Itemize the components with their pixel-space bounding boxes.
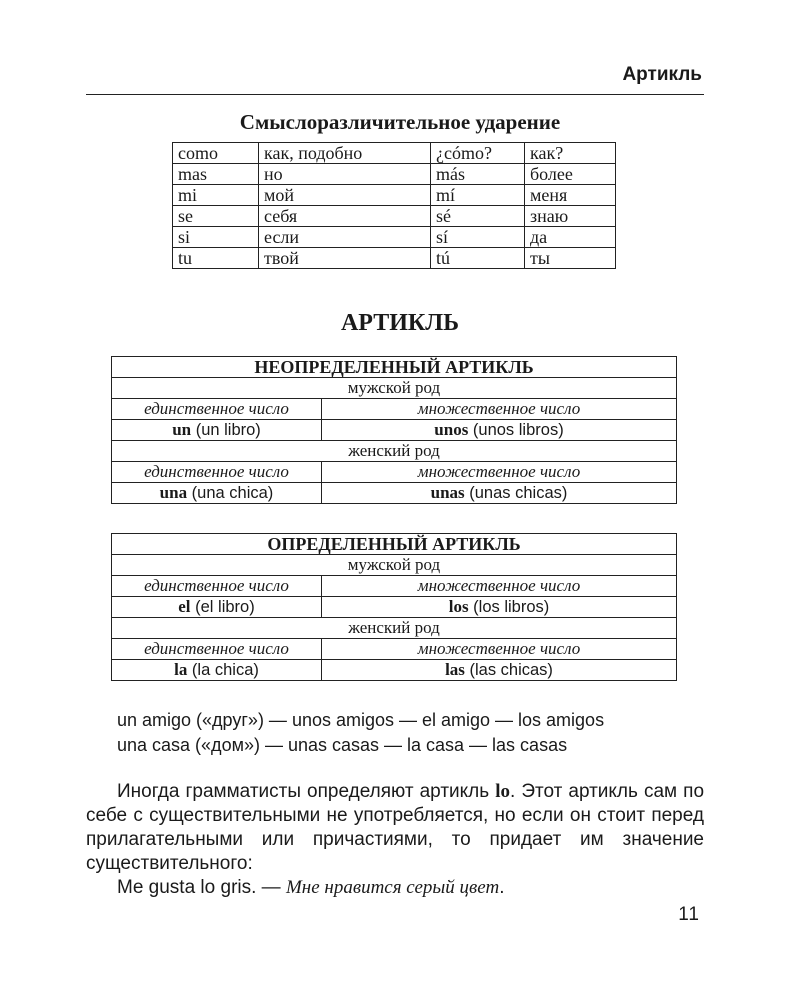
paragraph-rest: . Этот артикль сам по себе с существительными не употребляется, но если он стоит перед прилагательными или причастиями, то придает им значение существительного:: [86, 781, 705, 874]
article-word: unas: [430, 483, 465, 502]
russian-translation: Мне нравится серый цвет: [285, 877, 500, 898]
stress-table-cell: ¿cómo?: [431, 143, 525, 164]
stress-table-cell: как?: [525, 143, 616, 164]
definite-article-table: [111, 533, 677, 681]
stress-table-title: Смыслоразличительное ударение: [239, 110, 561, 134]
example-row: [112, 420, 677, 441]
singular-label: единственное число: [112, 639, 322, 660]
table-title: ОПРЕДЕЛЕННЫЙ АРТИКЛЬ: [112, 534, 677, 555]
example-text: (un libro): [191, 421, 261, 439]
example-text: (una chica): [187, 484, 274, 502]
stress-table-cell: меня: [525, 185, 616, 206]
article-word: un: [172, 420, 192, 439]
paragraph-start: Иногда грамматисты определяют артикль: [117, 781, 496, 802]
gender-row: [112, 378, 677, 399]
paragraph-text: [86, 780, 704, 876]
stress-table-cell: да: [525, 227, 616, 248]
stress-table-cell: знаю: [525, 206, 616, 227]
stress-table-cell: tu: [173, 248, 259, 269]
example-period: .: [499, 877, 505, 898]
example-row: [112, 483, 677, 504]
stress-table-cell: se: [173, 206, 259, 227]
example-text: (el libro): [190, 598, 255, 616]
stress-table-cell: если: [259, 227, 431, 248]
article-word: unos: [434, 420, 469, 439]
gender-label-feminine: женский род: [112, 618, 677, 639]
gender-row: [112, 441, 677, 462]
plural-label: множественное число: [322, 576, 677, 597]
table-title: НЕОПРЕДЕЛЕННЫЙ АРТИКЛЬ: [112, 357, 677, 378]
gender-row: [112, 555, 677, 576]
article-word: el: [178, 597, 191, 616]
example-text: (unos libros): [468, 421, 564, 439]
stress-table-cell: ты: [525, 248, 616, 269]
page-number: 11: [678, 904, 700, 925]
singular-label: единственное число: [112, 576, 322, 597]
table-title-row: [112, 534, 677, 555]
plural-label: множественное число: [322, 639, 677, 660]
stress-table-row: [173, 143, 616, 164]
masc-plural-example: [322, 597, 677, 618]
article-word: los: [448, 597, 469, 616]
stress-table-cell: mí: [431, 185, 525, 206]
example-row: [112, 597, 677, 618]
stress-table-cell: si: [173, 227, 259, 248]
stress-table-cell: как, подобно: [259, 143, 431, 164]
masc-plural-example: [322, 420, 677, 441]
stress-table-row: [173, 164, 616, 185]
number-label-row: [112, 639, 677, 660]
masc-singular-example: [112, 597, 322, 618]
example-line: un amigo («друг») — unos amigos — el amigo — los amigos: [117, 710, 605, 730]
stress-table-row: [173, 248, 616, 269]
stress-table-cell: более: [525, 164, 616, 185]
plural-label: множественное число: [322, 399, 677, 420]
fem-plural-example: [322, 660, 677, 681]
stress-table-cell: но: [259, 164, 431, 185]
gender-row: [112, 618, 677, 639]
paragraph-example: [86, 876, 704, 900]
header-rule: [86, 94, 704, 95]
example-line: una casa («дом») — unas casas — la casa — las casas: [117, 735, 568, 755]
stress-table-cell: tú: [431, 248, 525, 269]
fem-plural-example: [322, 483, 677, 504]
gender-label-masculine: мужской род: [112, 555, 677, 576]
example-text: (las chicas): [464, 661, 553, 679]
table-title-row: [112, 357, 677, 378]
fem-singular-example: [112, 660, 322, 681]
masc-singular-example: [112, 420, 322, 441]
lo-article-word: lo: [495, 781, 510, 802]
stress-table-cell: себя: [259, 206, 431, 227]
stress-table: [172, 142, 616, 269]
gender-label-masculine: мужской род: [112, 378, 677, 399]
fem-singular-example: [112, 483, 322, 504]
singular-label: единственное число: [112, 399, 322, 420]
plural-label: множественное число: [322, 462, 677, 483]
stress-table-row: [173, 227, 616, 248]
stress-table-row: [173, 185, 616, 206]
example-row: [112, 660, 677, 681]
article-word: las: [445, 660, 465, 679]
section-title: АРТИКЛЬ: [340, 310, 460, 336]
example-lines: [117, 708, 604, 758]
stress-table-cell: мой: [259, 185, 431, 206]
example-text: (los libros): [468, 598, 550, 616]
singular-label: единственное число: [112, 462, 322, 483]
number-label-row: [112, 399, 677, 420]
article-word: la: [174, 660, 188, 679]
stress-table-cell: sí: [431, 227, 525, 248]
spanish-example: Me gusta lo gris. —: [117, 877, 286, 898]
stress-table-cell: sé: [431, 206, 525, 227]
stress-table-cell: твой: [259, 248, 431, 269]
article-word: una: [159, 483, 188, 502]
stress-table-row: [173, 206, 616, 227]
gender-label-feminine: женский род: [112, 441, 677, 462]
indefinite-article-table: [111, 356, 677, 504]
stress-table-cell: mi: [173, 185, 259, 206]
number-label-row: [112, 576, 677, 597]
stress-table-cell: más: [431, 164, 525, 185]
example-text: (la chica): [187, 661, 259, 679]
number-label-row: [112, 462, 677, 483]
stress-table-cell: como: [173, 143, 259, 164]
lo-article-paragraph: [86, 780, 704, 900]
stress-table-cell: mas: [173, 164, 259, 185]
running-title: Артикль: [622, 64, 702, 85]
example-text: (unas chicas): [464, 484, 568, 502]
